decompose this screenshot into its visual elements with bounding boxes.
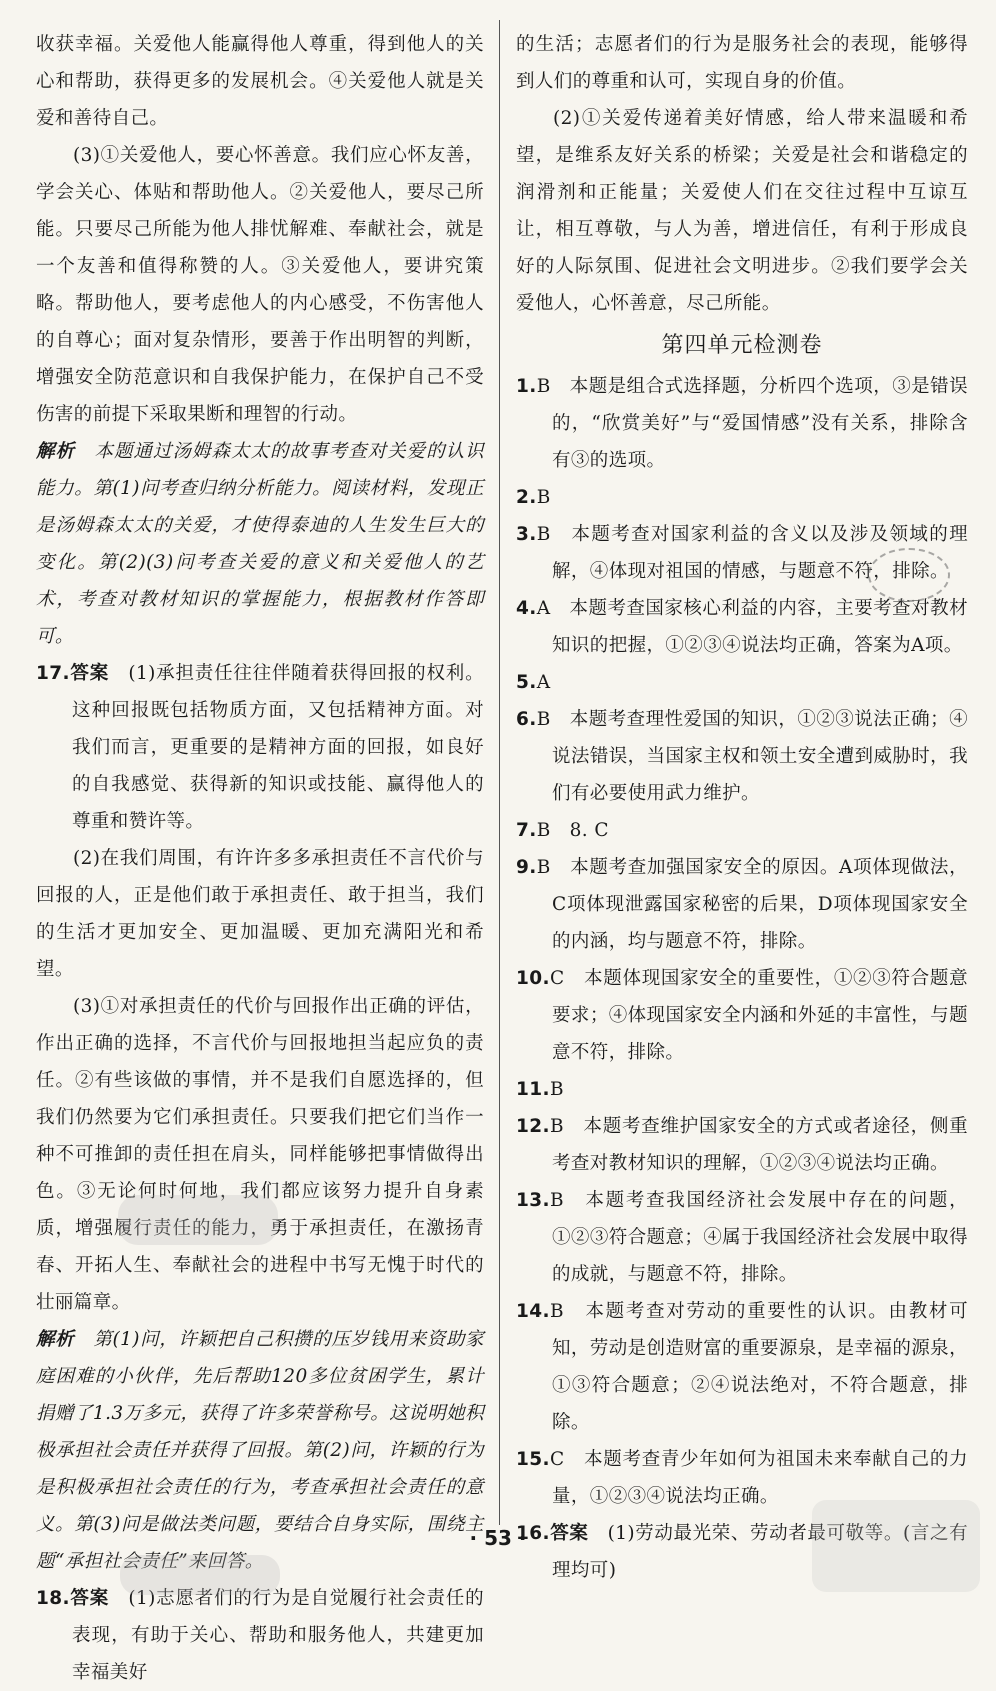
analysis-text: 本题通过汤姆森太太的故事考查对关爱的认识能力。第(1)问考查归纳分析能力。阅读材料，发现正是汤姆森太太的关爱，才使得泰迪的人生发生巨大的变化。第(2)(3)问考查关爱的意义和关爱他人的艺术，考查对教材知识的掌握能力，根据教材作答即可。 — [36, 441, 484, 647]
answer-item — [516, 849, 968, 960]
section-title: 第四单元检测卷 — [661, 333, 823, 358]
question-number: 3. — [516, 524, 537, 545]
question-17 — [36, 655, 484, 840]
answer-text: A — [536, 672, 551, 693]
question-number: 13. — [516, 1190, 550, 1211]
answer-label: 答案 — [69, 1588, 110, 1609]
column-divider — [499, 20, 500, 1525]
q17-paragraph-3: (3)①对承担责任的代价与回报作出正确的评估，作出正确的选择，不言代价与回报地担当起应负的责任。②有些该做的事情，并不是我们自愿选择的，但我们仍然要为它们承担责任。只要我们把它们当作一种不可推卸的责任担在肩头，同样能够把事情做得出色。③无论何时何地，我们都应该努力提升自身素质，增强履行责任的能力，勇于承担责任，在激扬青春、开拓人生、奉献社会的进程中书写无愧于时代的壮丽篇章。 — [36, 996, 484, 1313]
answer-label: 答案 — [549, 1523, 589, 1544]
left-column — [36, 26, 484, 1683]
answer-item — [516, 960, 968, 1071]
question-number: 5. — [516, 672, 537, 693]
analysis-text: 第(1)问，许颖把自己积攒的压岁钱用来资助家庭困难的小伙伴，先后帮助120多位贫困学生，累计捐赠了1.3万多元，获得了许多荣誉称号。这说明她积极承担社会责任并获得了回报。第(2)问，许颖的行为是积极承担社会责任的行为，考查承担社会责任的意义。第(3)问是做法类问题，要结合自身实际，围绕主题“承担社会责任”来回答。 — [36, 1329, 484, 1572]
answer-item — [516, 664, 968, 701]
question-number: 12. — [516, 1116, 550, 1137]
question-number: 18. — [36, 1588, 70, 1609]
question-number: 2. — [516, 487, 537, 508]
question-number: 15. — [516, 1449, 550, 1470]
answer-text: B 本题是组合式选择题，分析四个选项，③是错误的，“欣赏美好”与“爱国情感”没有关系，排除含有③的选项。 — [536, 376, 968, 471]
answer-text: (1)承担责任往往伴随着获得回报的权利。这种回报既包括物质方面，又包括精神方面。对我们而言，更重要的是精神方面的回报，如良好的自我感觉、获得新的知识或技能、赢得他人的尊重和赞许等。 — [72, 663, 484, 832]
answer-text: B 8. C — [536, 820, 609, 841]
question-number: 4. — [516, 598, 537, 619]
answer-text: A 本题考查国家核心利益的内容，主要考查对教材知识的把握，①②③④说法均正确，答案为A项。 — [536, 598, 968, 656]
answer-text: B — [536, 487, 551, 508]
watermark-mark — [118, 1195, 278, 1245]
answer-item — [516, 701, 968, 812]
question-number: 10. — [516, 968, 550, 989]
answer-text: B — [549, 1079, 564, 1100]
answer-text: (1)志愿者们的行为是自觉履行社会责任的表现，有助于关心、帮助和服务他人，共建更加幸福美好 — [72, 1588, 484, 1683]
answer-text: (1)劳动最光荣、劳动者最可敬等。(言之有理均可) — [552, 1523, 968, 1581]
answer-item — [516, 1182, 968, 1293]
answer-text: B 本题考查对国家利益的含义以及涉及领域的理解，④体现对祖国的情感，与题意不符，排除。 — [536, 524, 968, 582]
answer-text: B 本题考查对劳动的重要性的认识。由教材可知，劳动是创造财富的重要源泉，是幸福的源泉，①③符合题意；②④说法绝对，不符合题意，排除。 — [549, 1301, 968, 1433]
answer-item — [516, 479, 968, 516]
question-number: 16. — [516, 1523, 550, 1544]
answer-text: B 本题考查我国经济社会发展中存在的问题，①②③符合题意；④属于我国经济社会发展中取得的成就，与题意不符，排除。 — [549, 1190, 968, 1285]
analysis-1 — [36, 433, 484, 655]
question-number: 7. — [516, 820, 537, 841]
right-paragraph-1: 的生活；志愿者们的行为是服务社会的表现，能够得到人们的尊重和认可，实现自身的价值。 — [516, 34, 968, 92]
analysis-label: 解析 — [36, 1329, 75, 1350]
answer-item — [516, 812, 968, 849]
watermark-mark — [120, 1555, 280, 1595]
analysis-label: 解析 — [36, 441, 76, 462]
answer-item — [516, 368, 968, 479]
answer-text: C 本题考查青少年如何为祖国未来奉献自己的力量，①②③④说法均正确。 — [549, 1449, 968, 1507]
q17-paragraph-2: (2)在我们周围，有许许多多承担责任不言代价与回报的人，正是他们敢于承担责任、敢于担当，我们的生活才更加安全、更加温暖、更加充满阳光和希望。 — [36, 848, 484, 980]
question-number: 9. — [516, 857, 537, 878]
question-number: 11. — [516, 1079, 550, 1100]
answer-text: B 本题考查加强国家安全的原因。A项体现做法，C项体现泄露国家秘密的后果，D项体现国家安全的内涵，均与题意不符，排除。 — [536, 857, 968, 952]
answer-label: 答案 — [69, 663, 110, 684]
right-paragraph-2: (2)①关爱传递着美好情感，给人带来温暖和希望，是维系友好关系的桥梁；关爱是社会和谐稳定的润滑剂和正能量；关爱使人们在交往过程中互谅互让，相互尊敬，与人为善，增进信任，有利于形成良好的人际氛围、促进社会文明进步。②我们要学会关爱他人，心怀善意，尽己所能。 — [516, 108, 968, 314]
answer-text: B 本题考查维护国家安全的方式或者途径，侧重考查对教材知识的理解，①②③④说法均正确。 — [549, 1116, 968, 1174]
answer-item — [516, 1071, 968, 1108]
answer-item — [516, 1293, 968, 1441]
question-number: 14. — [516, 1301, 550, 1322]
question-number: 1. — [516, 376, 537, 397]
question-number: 6. — [516, 709, 537, 730]
page-number: · 53 · — [469, 1526, 527, 1550]
left-paragraph-2: (3)①关爱他人，要心怀善意。我们应心怀友善，学会关心、体贴和帮助他人。②关爱他人，要尽己所能。只要尽己所能为他人排忧解难、奉献社会，就是一个友善和值得称赞的人。③关爱他人，要讲究策略。帮助他人，要考虑他人的内心感受，不伤害他人的自尊心；面对复杂情形，要善于作出明智的判断，增强安全防范意识和自我保护能力，在保护自己不受伤害的前提下采取果断和理智的行动。 — [36, 145, 484, 425]
left-paragraph-1: 收获幸福。关爱他人能赢得他人尊重，得到他人的关心和帮助，获得更多的发展机会。④关爱他人就是关爱和善待自己。 — [36, 34, 484, 129]
stamp-watermark — [868, 548, 950, 602]
right-column — [516, 26, 968, 1581]
answer-item — [516, 1108, 968, 1182]
answer-text: B 本题考查理性爱国的知识，①②③说法正确；④说法错误，当国家主权和领土安全遭到威胁时，我们有必要使用武力维护。 — [536, 709, 968, 804]
answer-text: C 本题体现国家安全的重要性，①②③符合题意要求；④体现国家安全内涵和外延的丰富性，与题意不符，排除。 — [549, 968, 968, 1063]
question-18 — [36, 1580, 484, 1691]
question-number: 17. — [36, 663, 70, 684]
answer-list — [516, 368, 968, 1515]
